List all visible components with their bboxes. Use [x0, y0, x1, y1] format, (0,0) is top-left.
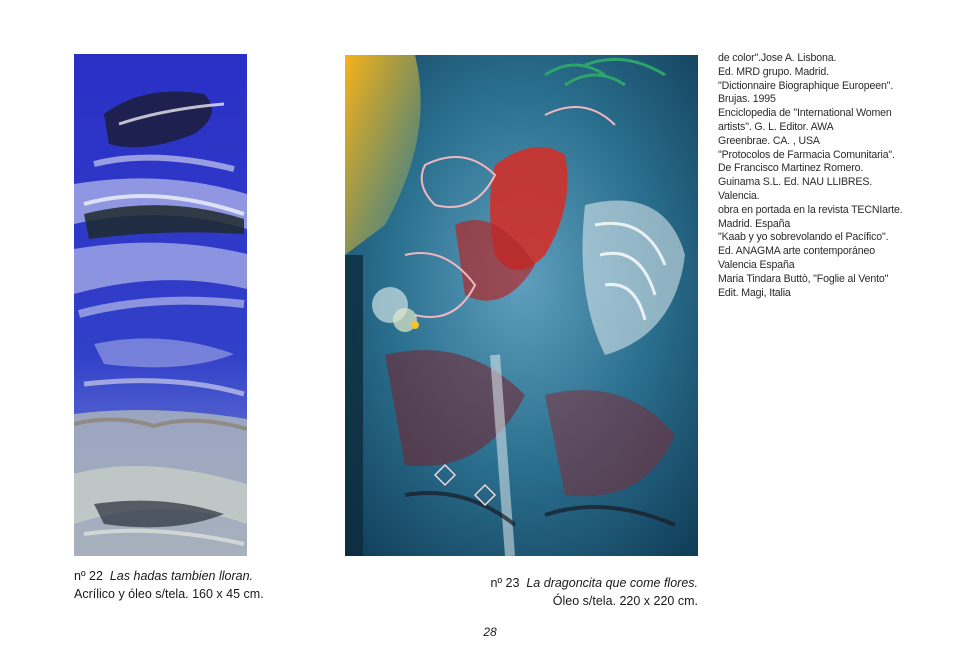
artwork-23-title: La dragoncita que come flores.	[526, 576, 698, 590]
painting-22-image	[74, 54, 247, 556]
artwork-23-number: nº 23	[490, 576, 520, 590]
reference-line: Maria Tindara Buttò, "Foglie al Vento"	[718, 272, 889, 285]
artwork-22-title: Las hadas tambien lloran.	[109, 569, 254, 583]
reference-line: Brujas. 1995	[718, 93, 776, 106]
reference-line: "Kaab y yo sobrevolando el Pacífico".	[718, 231, 889, 244]
reference-line: Ed. ANAGMA arte contemporáneo	[718, 245, 875, 258]
page-number: 28	[483, 625, 497, 639]
reference-line: De Francisco Martinez Romero.	[718, 162, 864, 175]
reference-line: Valencia España	[718, 258, 795, 271]
reference-line: obra en portada en la revista TECNIarte.	[718, 203, 903, 216]
reference-line: Greenbrae. CA. , USA	[718, 134, 820, 147]
reference-line: Ed. MRD grupo. Madrid.	[718, 65, 829, 78]
artwork-23-medium: Óleo s/tela. 220 x 220 cm.	[552, 594, 698, 608]
artwork-22-number: nº 22	[74, 569, 103, 583]
reference-line: Valencia.	[718, 189, 760, 202]
reference-line: Madrid. España	[718, 217, 791, 230]
references-list	[718, 52, 968, 300]
reference-line: Enciclopedia de "International Women	[718, 107, 892, 120]
reference-line: artists". G. L. Editor. AWA	[718, 120, 834, 133]
caption-artwork-22	[74, 567, 264, 603]
reference-line: Edit. Magi, Italia	[718, 286, 791, 299]
painting-23-image	[345, 55, 698, 556]
reference-line: de color".Jose A. Lisbona.	[718, 52, 837, 64]
reference-line: Guinama S.L. Ed. NAU LLIBRES.	[718, 176, 873, 189]
artwork-22-medium: Acrílico y óleo s/tela. 160 x 45 cm.	[74, 587, 264, 601]
reference-line: "Dictionnaire Biographique Europeen".	[718, 79, 894, 92]
reference-line: "Protocolos de Farmacia Comunitaria".	[718, 148, 895, 161]
caption-artwork-23	[420, 574, 698, 610]
